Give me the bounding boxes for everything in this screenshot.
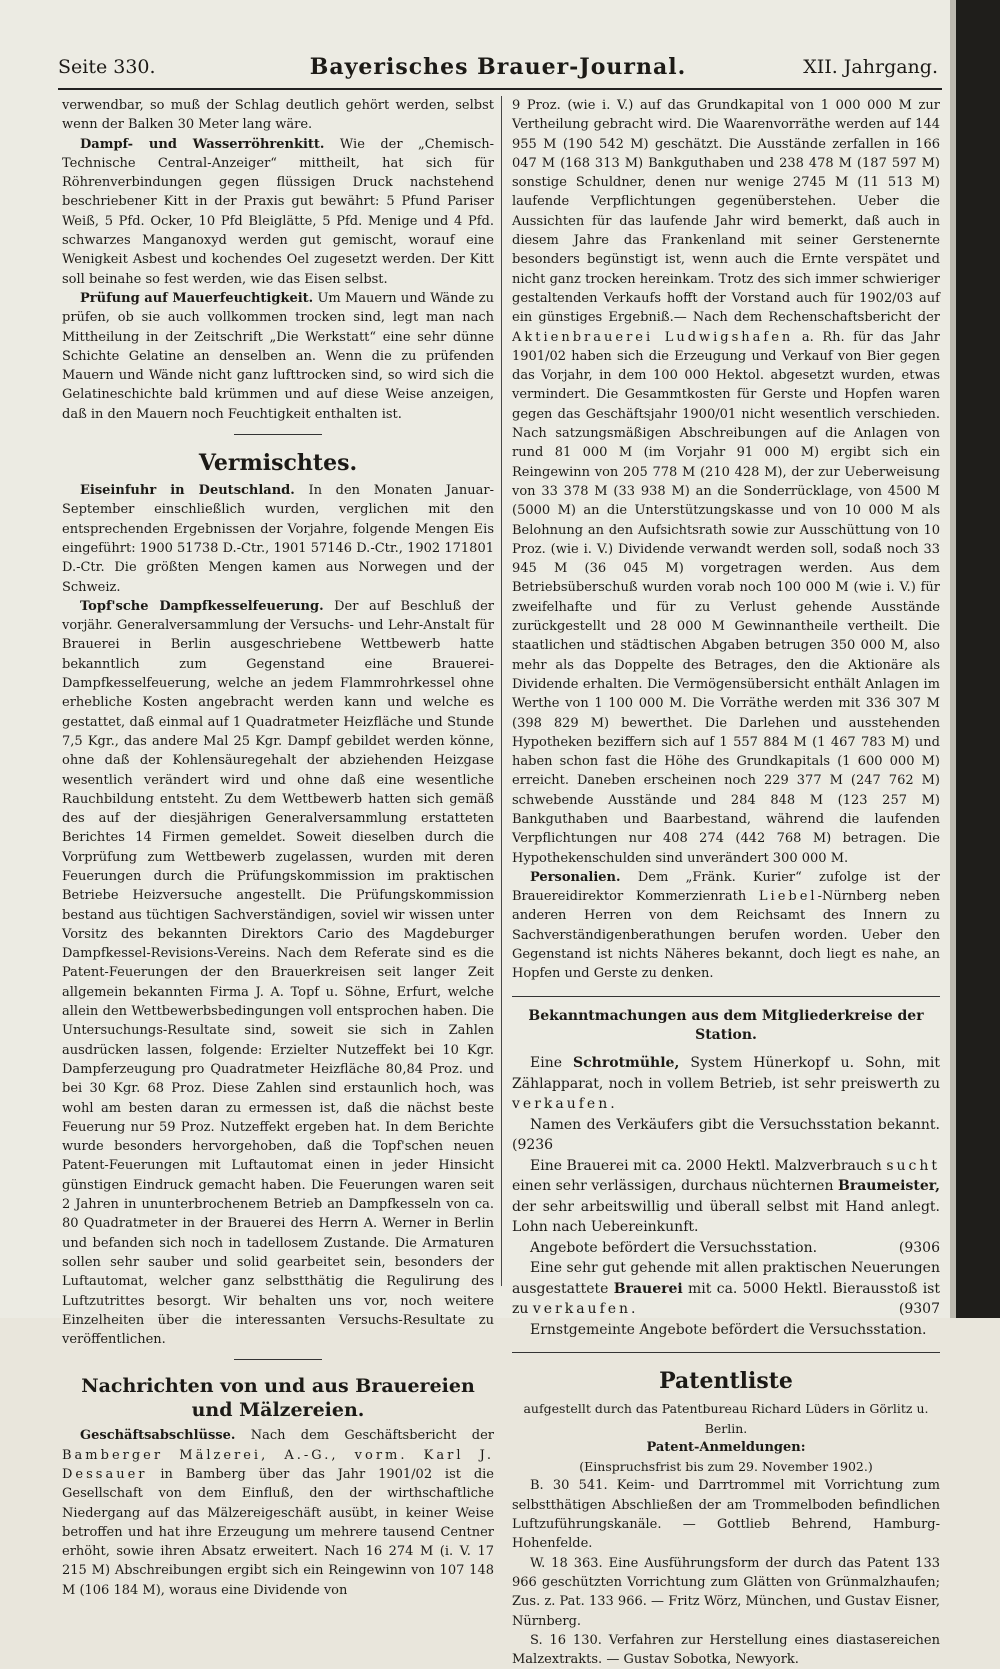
announcement-rule (512, 996, 940, 997)
journal-title: Bayerisches Brauer-Journal. (309, 54, 687, 80)
paragraph-mauer (62, 289, 494, 424)
paragraph-heading: Dampf- und Wasserröhrenkitt. (80, 136, 325, 152)
ad-text: Namen des Verkäufers gibt die Versuchsstation bekannt. (530, 1116, 940, 1133)
announcement-brauerei (512, 1258, 940, 1320)
company-name: Bamberger Mälzerei, A.-G., vorm. Karl J. Dessauer (62, 1447, 494, 1482)
ad-keyword: Schrotmühle, (573, 1055, 680, 1072)
paragraph-text: Nach dem Geschäftsbericht der (235, 1428, 494, 1444)
page-header (58, 52, 938, 88)
paragraph-text: 9 Proz. (wie i. V.) auf das Grundkapital von 1 000 000 M zur Vertheilung gebracht wird. Die Waarenvorräthe werden auf 144 955 M (190 542 M) geschätzt. Die Ausstände zerfallen in 166 047 M (168 313 M) Bankguthaben und 238 478 M (187 597 M) sonstige Schuldner, denen nur wenige 2745 M (11 513 M) laufende Verpflichtungen gegenüberstehen. Ueber die Aussichten für das laufende Jahr wird bemerkt, daß auch in diesem Jahre das Frankenland mit seiner Gerstenernte besonders begünstigt ist, wenn auch die Ernte verspätet und nicht ganz trocken hereinkam. Trotz des sich immer schwieriger gestaltenden Verkaufs hofft der Vorstand auch für 1902/03 auf ein günstiges Ergebniß.— Nach dem Rechenschaftsbericht der (512, 98, 940, 326)
announcement-line (512, 1238, 940, 1259)
ad-spaced: verkaufen. (512, 1096, 618, 1113)
ad-number: (9306 (898, 1239, 940, 1256)
ad-number: (9236 (512, 1137, 554, 1154)
paragraph-eis (62, 481, 494, 597)
patent-entry: S. 16 130. Verfahren zur Herstellung eines diastasereichen Malzextrakts. — Gustav Sobotka, Newyork. (512, 1632, 940, 1668)
announcement-schrotmuehle (512, 1053, 940, 1115)
paragraph-topf (62, 597, 494, 1350)
paragraph-heading: Topf'sche Dampfkesselfeuerung. (80, 598, 324, 614)
announcement-braumeister (512, 1156, 940, 1238)
announcements-heading: Bekanntmachungen aus dem Mitgliederkreise der Station. (528, 1007, 924, 1043)
paragraph-text: Der auf Beschluß der vorjähr. Generalversammlung der Versuchs- und Lehr-Anstalt für Brauerei in Berlin ausgeschriebene Wettbewerb hatte bekanntlich zum Gegenstand eine Brauerei-Dampfkesselfeuerung, welche an jedem Flammrohrkessel ohne erhebliche Kosten angebracht werden kann und welche es gestattet, daß einmal auf 1 Quadratmeter Heizfläche und Stunde 7,5 Kgr., das andere Mal 25 Kgr. Dampf gebildet werden könne, ohne daß der Kohlensäuregehalt der abziehenden Heizgase wesentlich verändert wird und ohne daß eine wesentliche Rauchbildung entsteht. Zu dem Wettbewerb hatten sich gemäß des auf der diesjährigen Generalversammlung erstatteten Berichtes 14 Firmen gemeldet. Soweit dieselben durch die Vorprüfung zum Wettbewerb zugelassen, wurden mit deren Feuerungen durch die Prüfungskommission im praktischen Betriebe Heizversuche angestellt. Die Prüfungskommission bestand aus tüchtigen Sachverständigen, soviel wir wissen unter Vorsitz des bekannten Direktors Cario des Magdeburger Dampfkessel-Revisions-Vereins. Nach dem Referate sind es die Patent-Feuerungen der den Brauerkreisen seit langer Zeit allgemein bekannten Firma J. A. Topf u. Söhne, Erfurt, welche allein den Wettbewerbsbedingungen voll entsprochen haben. Die Untersuchungs-Resultate sind, soweit sie sich in Zahlen ausdrücken lassen, folgende: Erzielter Nutzeffekt bei 10 Kgr. Dampferzeugung pro Quadratmeter Heizfläche 80,84 Proz. und bei 30 Kgr. 68 Proz. Diese Zahlen sind erstaunlich hoch, was wohl am besten daran zu ermessen ist, daß die nächst beste Feuerung nur 59 Proz. Nutzeffekt ergeben hat. In dem Berichte wurde besonders hervorgehoben, daß die Topf'schen neuen Patent-Feuerungen mit Luftautomat einen in jeder Hinsicht günstigen Eindruck gemacht haben. Die Feuerungen waren seit 2 Jahren in ununterbrochenem Betrieb an Dampfkesseln von ca. 80 Quadratmeter in der Brauerei des Herrn A. Werner in Berlin und befanden sich noch in tadellosem Zustande. Die Armaturen sollen sehr sauber und solid gearbeitet sein, besonders der Luftautomat, welcher ganz selbstthätig die Regulirung des Luftzutrittes besorgt. Wir behalten uns vor, noch weitere Einzelheiten über die interessanten Versuchs-Resultate zu veröffentlichen. (62, 598, 494, 1348)
ad-text: System Hünerkopf u. Sohn, mit Zählapparat, noch in vollem Betrieb, ist sehr preiswerth zu (512, 1055, 941, 1092)
paragraph-text: Wie der „Chemisch-Technische Central-Anzeiger“ mittheilt, hat sich für Röhrenverbindungen gegen flüssigen Druck nachstehend beschriebener Kitt in der Praxis gut bewährt: 5 Pfund Pariser Weiß, 5 Pfd. Ocker, 10 Pfd Bleiglätte, 5 Pfd. Menige und 4 Pfd. schwarzes Manganoxyd werden gut gemischt, worauf eine Wenigkeit Asbest und kochendes Oel zugesetzt werden. Der Kitt soll beinahe so fest werden, wie das Eisen selbst. (62, 136, 494, 287)
ad-keyword: Braumeister, (838, 1178, 940, 1195)
right-column (512, 96, 940, 1669)
ad-text: Eine (530, 1055, 574, 1072)
left-column (62, 96, 494, 1600)
paragraph-heading: Prüfung auf Mauerfeuchtigkeit. (80, 290, 314, 306)
company-name: Aktienbrauerei Ludwigshafen (512, 329, 794, 345)
ad-text: Ernstgemeinte Angebote befördert die Versuchsstation. (530, 1321, 927, 1338)
section-heading-nachrichten: Nachrichten von und aus Brauereien und Mälzereien. (81, 1375, 475, 1422)
volume-label: XII. Jahrgang. (803, 56, 938, 78)
paragraph: verwendbar, so muß der Schlag deutlich gehört werden, selbst wenn der Balken 30 Meter lang wäre. (62, 98, 494, 133)
section-heading-vermischtes: Vermischtes. (198, 450, 358, 477)
paragraph-text: -Nürnberg neben anderen Herren von dem Reichsamt des Innern zu Sachverständigenberathungen berufen worden. Ueber den Gegenstand ist nichts Näheres bekannt, doch liegt es nahe, an Hopfen und Gerste zu denken. (512, 889, 940, 982)
announcement-line (512, 1320, 940, 1341)
ad-text: Eine sehr gut gehende mit allen praktischen Neuerungen ausgestattete (512, 1260, 940, 1297)
paragraph-personalien (512, 868, 940, 984)
paragraph-text: a. Rh. für das Jahr 1901/02 haben sich die Erzeugung und Verkauf von Bier gegen das Vorjahr, in dem 100 000 Hektol. abgesetzt wurden, etwas vermindert. Die Gesammtkosten für Gerste und Hopfen waren gegen das Geschäftsjahr 1900/01 nicht wesentlich verschieden. Nach satzungsmäßigen Abschreibungen auf die Anlagen von rund 81 000 M (im Vorjahr 91 000 M) ergibt sich ein Reingewinn von 205 778 M (210 428 M), der zur Ueberweisung von 33 378 M (33 938 M) an die Sonderrücklage, von 4500 M (5000 M) an die Unterstützungskasse und von 10 000 M als Belohnung an den Aufsichtsrath sowie zur Ausschüttung von 10 Proz. (wie i. V.) Dividende verwandt werden soll, sodaß noch 33 945 M (36 045 M) vorgetragen werden. Aus dem Betriebsüberschuß wurden vorab noch 100 000 M (wie i. V.) für zweifelhafte und für zu Verlust gehende Ausstände zurückgestellt und 28 000 M Gewinnantheile vertheilt. Die staatlichen und städtischen Abgaben betrugen 350 000 M, also mehr als das Doppelte des Betrages, den die Aktionäre als Dividende erhalten. Die Vermögensübersicht enthält Anlagen im Werthe von 1 100 000 M. Die Vorräthe werden mit 336 307 M (398 829 M) bewerthet. Die Darlehen und ausstehenden Hypotheken beziffern sich auf 1 557 884 M (1 467 783 M) und haben schon fast die Höhe des Grundkapitals (1 600 000 M) erreicht. Daneben erscheinen noch 229 377 M (247 762 M) schwebende Ausstände und 284 848 M (123 257 M) Bankguthaben und Baarbestand, während die laufenden Verpflichtungen nur 408 274 (442 768 M) betragen. Die Hypothekenschulden sind unverändert 300 000 M. (512, 329, 941, 866)
ad-text: der sehr arbeitswillig und überall selbst mit Hand anlegt. Lohn nach Uebereinkunft. (512, 1198, 940, 1236)
paragraph-heading: Personalien. (530, 869, 621, 885)
page-number: Seite 330. (58, 56, 156, 78)
ad-text: Eine Brauerei mit ca. 2000 Hektl. Malzverbrauch (530, 1157, 887, 1174)
paragraph-text: Dem „Fränk. Kurier“ zufolge ist der Brauereidirektor Kommerzienrath (512, 869, 940, 905)
paragraph-continued (512, 96, 940, 868)
patent-anmeldungen-heading: Patent-Anmeldungen: (646, 1439, 806, 1455)
patent-deadline: (Einspruchsfrist bis zum 29. November 1902.) (579, 1459, 873, 1475)
section-rule (234, 1359, 322, 1360)
paragraph-kitt (62, 135, 494, 289)
section-rule (234, 434, 322, 435)
ad-text: mit ca. 5000 Hektl. Bierausstoß ist zu (512, 1280, 940, 1318)
ad-keyword: Brauerei (613, 1280, 683, 1297)
patent-entry: B. 30 541. Keim- und Darrtrommel mit Vorrichtung zum selbstthätigen Abschließen der am Trommelboden befindlichen Luftzuführungskanäle. — Gottlieb Behrend, Hamburg-Hohenfelde. (512, 1478, 940, 1552)
paragraph-text: In den Monaten Januar-September einschließlich wurden, verglichen mit den entsprechenden Ergebnissen der Vorjahre, folgende Mengen Eis eingeführt: 1900 51738 D.-Ctr., 1901 57146 D.-Ctr., 1902 171801 D.-Ctr. Die größten Mengen kamen aus Norwegen und der Schweiz. (62, 483, 494, 595)
patent-rule (512, 1352, 940, 1353)
paragraph-heading: Eiseinfuhr in Deutschland. (80, 483, 295, 499)
ad-text: Angebote befördert die Versuchsstation. (530, 1239, 818, 1256)
ad-spaced: verkaufen. (532, 1301, 639, 1318)
header-rule (58, 88, 942, 90)
paragraph-geschaeft (62, 1426, 494, 1600)
announcement-line (512, 1115, 940, 1156)
column-divider (501, 96, 502, 1286)
paragraph-heading: Geschäftsabschlüsse. (80, 1428, 236, 1444)
ad-spaced: sucht (886, 1157, 940, 1174)
person-name: Liebel (758, 889, 818, 905)
scan-border (956, 0, 1000, 1318)
paragraph-text: in Bamberg über das Jahr 1901/02 ist die Gesellschaft von dem Einfluß, den der wirthschaftliche Niedergang auf das Mälzereigeschäft ausübt, in keiner Weise betroffen und hat ihre Erzeugung um mehrere tausend Centner erhöht, sowie ihren Absatz erweitert. Nach 16 274 M (i. V. 17 215 M) Abschreibungen ergibt sich ein Reingewinn von 107 148 M (106 184 M), woraus eine Dividende von (62, 1467, 494, 1598)
ad-text: einen sehr verlässigen, durchaus nüchternen (512, 1178, 838, 1195)
section-heading-patentliste: Patentliste (659, 1368, 793, 1395)
paragraph-text: Um Mauern und Wände zu prüfen, ob sie auch vollkommen trocken sind, legt man nach Mittheilung in der Zeitschrift „Die Werkstatt“ eine sehr dünne Schichte Gelatine an denselben an. Wenn die zu prüfenden Mauern und Wände nicht ganz lufttrocken sind, so wird sich die Gelatineschichte bald krümmen und auf diese Weise anzeigen, daß in den Mauern noch Feuchtigkeit enthalten ist. (62, 290, 494, 422)
announcement-list (512, 1053, 940, 1340)
patent-subtitle: aufgestellt durch das Patentbureau Richard Lüders in Görlitz u. Berlin. (523, 1401, 929, 1436)
ad-number: (9307 (898, 1301, 940, 1318)
patent-entry: W. 18 363. Eine Ausführungsform der durch das Patent 133 966 geschützten Vorrichtung zum Glätten von Grünmalzhaufen; Zus. z. Pat. 133 966. — Fritz Wörz, München, und Gustav Eisner, Nürnberg. (512, 1555, 940, 1629)
